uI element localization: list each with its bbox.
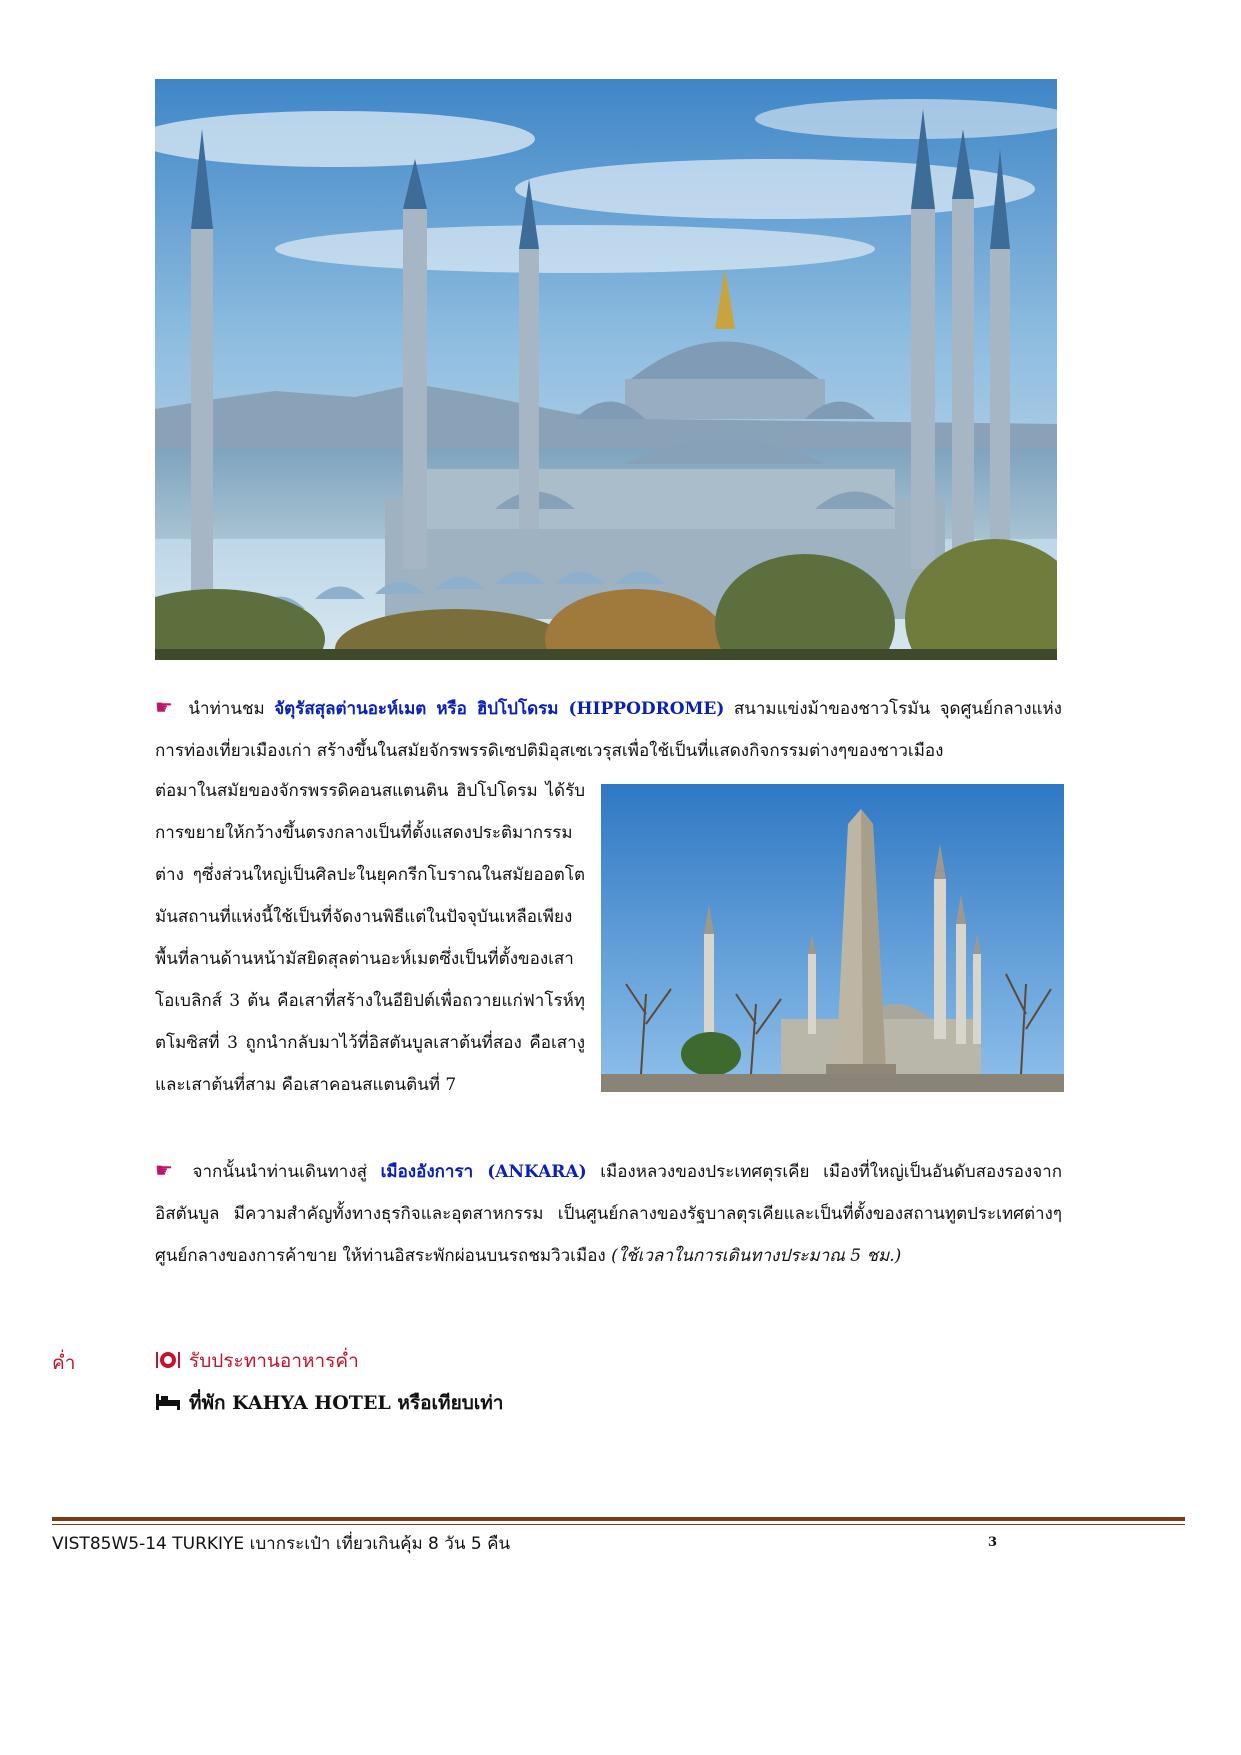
hand-pointing-icon: ☛ <box>155 1158 173 1182</box>
footer-rule <box>52 1517 1185 1521</box>
blue-mosque-photo <box>155 79 1057 660</box>
hippodrome-prefix: นำท่านชม <box>188 699 265 719</box>
bed-icon <box>155 1392 181 1417</box>
evening-label: ค่ำ <box>52 1352 76 1374</box>
footer-rule-thin <box>52 1524 1185 1525</box>
page-number: 3 <box>988 1535 998 1550</box>
dinner-line <box>155 1346 359 1376</box>
hippodrome-obelisk-photo <box>601 784 1064 1092</box>
travel-duration-note: (ใช้เวลาในการเดินทางประมาณ 5 ชม.) <box>611 1246 902 1266</box>
hotel-text: ที่พัก KAHYA HOTEL หรือเทียบเท่า <box>189 1392 504 1414</box>
hippodrome-lead-text: สนามแข่งม้าของชาวโรมัน จุดศูนย์กลางแห่งการท่องเที่ยวเมืองเก่า สร้างขึ้นในสมัยจักรพรรดิเซปติมิอุสเซเวรุสเพื่อใช้เป็นที่แสดงกิจกรรมต่างๆของชาวเมือง <box>155 699 1062 761</box>
ankara-text: เมืองหลวงของประเทศตุรเคีย เมืองที่ใหญ่เป็นอันดับสองรองจากอิสตันบูล มีความสำคัญทั้งทางธุรกิจและอุตสาหกรรม เป็นศูนย์กลางของรัฐบาลตุรเคียและเป็นที่ตั้งของสถานทูตประเทศต่างๆ ศูนย์กลางของการค้าขาย ให้ท่านอิสระพักผ่อนบนรถชมวิวเมือง <box>155 1162 1063 1266</box>
ankara-paragraph <box>155 1149 1062 1277</box>
dinner-text: รับประทานอาหารค่ำ <box>189 1350 359 1372</box>
ankara-place-name: เมืองอังการา (ANKARA) <box>380 1162 587 1182</box>
hippodrome-lead <box>155 686 1062 772</box>
hippodrome-body: ต่อมาในสมัยของจักรพรรดิคอนสแตนติน ฮิปโปโดรม ได้รับการขยายให้กว้างขึ้นตรงกลางเป็นที่ตั้งแสดงประติมากรรมต่าง ๆซึ่งส่วนใหญ่เป็นศิลปะในยุคกรีกโบราณในสมัยออตโตมันสถานที่แห่งนี้ใช้เป็นที่จัดงานพิธีแต่ในปัจจุบันเหลือเพียงพื้นที่ลานด้านหน้ามัสยิดสุลต่านอะห์เมตซึ่งเป็นที่ตั้งของเสาโอเบลิกส์ 3 ต้น คือเสาที่สร้างในอียิปต์เพื่อถวายแก่ฟาโรห์ทุตโมซิสที่ 3 ถูกนำกลับมาไว้ที่อิสตันบูลเสาต้นที่สอง คือเสางู และเสาต้นที่สาม คือเสาคอนสแตนตินที่ 7 <box>155 781 585 1095</box>
ankara-prefix: จากนั้นนำท่านเดินทางสู่ <box>192 1162 367 1182</box>
footer-tour-code: VIST85W5-14 TURKIYE เบากระเป๋า เที่ยวเกินคุ้ม 8 วัน 5 คืน <box>52 1534 511 1554</box>
hand-pointing-icon: ☛ <box>155 695 173 719</box>
fork-knife-plate-icon <box>155 1349 181 1376</box>
hippodrome-place-name: จัตุรัสสุลต่านอะห์เมต หรือ ฮิปโปโดรม (HIPPODROME) <box>274 699 725 719</box>
hotel-line <box>155 1388 503 1418</box>
